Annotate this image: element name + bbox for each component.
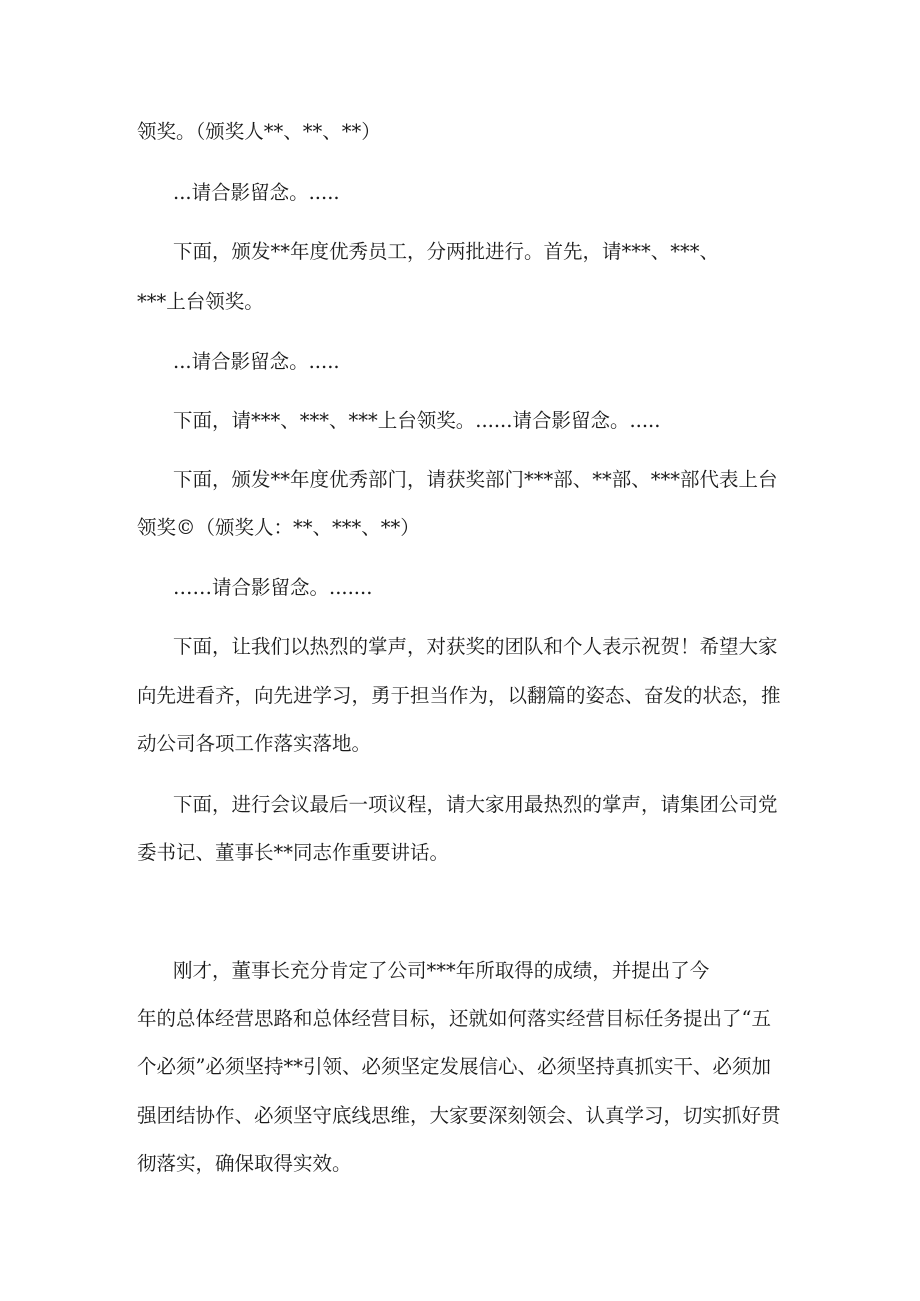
text-line: 领奖。（颁奖人**、**、**）: [137, 120, 381, 143]
text-line: 领奖©（颁奖人：**、***、**）: [137, 516, 420, 539]
text-line: ……请合影留念。.......: [173, 576, 373, 599]
text-line: ***上台领奖。: [137, 290, 264, 313]
text-line: 动公司各项工作落实落地。: [137, 732, 372, 755]
text-line: 彻落实，确保取得实效。: [137, 1152, 352, 1175]
text-line: 下面，让我们以热烈的掌声，对获奖的团队和个人表示祝贺！希望大家: [173, 635, 778, 658]
text-line: 向先进看齐，向先进学习，勇于担当作为，以翻篇的姿态、奋发的状态，推: [137, 684, 781, 707]
text-line: 个必须”必须坚持**引领、必须坚定发展信心、必须坚持真抓实干、必须加: [137, 1055, 771, 1078]
text-line: 下面，颁发**年度优秀员工，分两批进行。首先，请***、***、: [173, 240, 720, 263]
text-line: ...请合影留念。.....: [173, 181, 340, 204]
text-line: 强团结协作、必须坚守底线思维，大家要深刻领会、认真学习，切实抓好贯: [137, 1104, 781, 1127]
text-line: 年的总体经营思路和总体经营目标，还就如何落实经营目标任务提出了“五: [137, 1007, 771, 1030]
text-line: 下面，颁发**年度优秀部门，请获奖部门***部、**部、***部代表上台: [173, 468, 778, 491]
text-line: ...请合影留念。.....: [173, 350, 340, 373]
text-line: 下面，进行会议最后一项议程，请大家用最热烈的掌声，请集团公司党: [173, 793, 778, 816]
text-line: 刚才，董事长充分肯定了公司***年所取得的成绩，并提出了今: [173, 959, 710, 982]
text-line: 下面，请***、***、***上台领奖。......请合影留念。.....: [173, 409, 661, 432]
text-line: 委书记、董事长**同志作重要讲话。: [137, 841, 450, 864]
